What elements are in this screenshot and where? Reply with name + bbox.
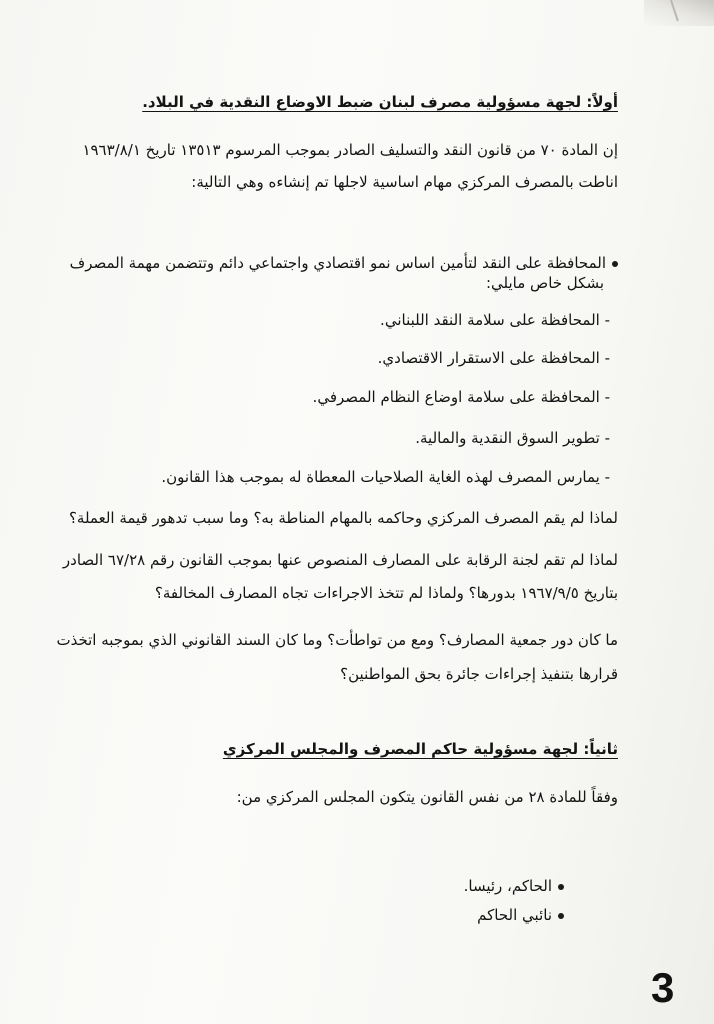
list-item-text: نائبي الحاكم bbox=[477, 906, 552, 924]
list-item-text: الحاكم، رئيسا. bbox=[463, 877, 552, 895]
question-2-line-2: بتاريخ ١٩٦٧/٩/٥ بدورها؟ ولماذا لم تتخذ الاجراءات تجاه المصارف المخالفة؟ bbox=[154, 584, 618, 602]
section-1-intro-line-2: اناطت بالمصرف المركزي مهام اساسية لاجلها تم إنشاءه وهي التالية: bbox=[191, 173, 618, 191]
section-1-intro-line-1: إن المادة ٧٠ من قانون النقد والتسليف الصادر بموجب المرسوم ١٣٥١٣ تاريخ ١٩٦٣/٨/١ bbox=[82, 141, 618, 159]
list-item: - المحافظة على الاستقرار الاقتصادي. bbox=[377, 349, 610, 367]
bullet-item-1 bbox=[70, 253, 618, 273]
section-2-intro: وفقاً للمادة ٢٨ من نفس القانون يتكون المجلس المركزي من: bbox=[236, 788, 618, 806]
bullet-item-1-text: المحافظة على النقد لتأمين اساس نمو اقتصادي واجتماعي دائم وتتضمن مهمة المصرف bbox=[69, 254, 606, 272]
question-3-line-2: قرارها بتنفيذ إجراءات جائرة بحق المواطنين؟ bbox=[340, 665, 618, 683]
section-2-heading: ثانياً: لجهة مسؤولية حاكم المصرف والمجلس المركزي bbox=[222, 740, 618, 758]
page-number: 3 bbox=[651, 964, 675, 1011]
list-item: - تطوير السوق النقدية والمالية. bbox=[415, 429, 610, 447]
question-2-line-1: لماذا لم تقم لجنة الرقابة على المصارف المنصوص عنها بموجب القانون رقم ٦٧/٢٨ الصادر bbox=[62, 551, 618, 569]
list-item: - يمارس المصرف لهذه الغاية الصلاحيات المعطاة له بموجب هذا القانون. bbox=[161, 468, 610, 486]
bullet-icon bbox=[558, 913, 564, 919]
section-1-heading: أولاً: لجهة مسؤولية مصرف لبنان ضبط الاوضاع النقدية في البلاد. bbox=[142, 93, 618, 111]
bullet-icon bbox=[612, 261, 618, 267]
list-item bbox=[464, 876, 564, 896]
bullet-icon bbox=[558, 884, 564, 890]
page-corner-shadow bbox=[644, 0, 714, 26]
list-item: - المحافظة على سلامة النقد اللبناني. bbox=[380, 311, 610, 329]
list-item bbox=[477, 905, 564, 925]
question-3-line-1: ما كان دور جمعية المصارف؟ ومع من تواطأت؟ وما كان السند القانوني الذي بموجبه اتخذت bbox=[56, 631, 618, 649]
question-1: لماذا لم يقم المصرف المركزي وحاكمه بالمهام المناطة به؟ وما سبب تدهور قيمة العملة؟ bbox=[68, 509, 618, 527]
list-item: - المحافظة على سلامة اوضاع النظام المصرفي. bbox=[312, 388, 610, 406]
bullet-item-1-continuation: بشكل خاص مايلي: bbox=[485, 274, 604, 292]
